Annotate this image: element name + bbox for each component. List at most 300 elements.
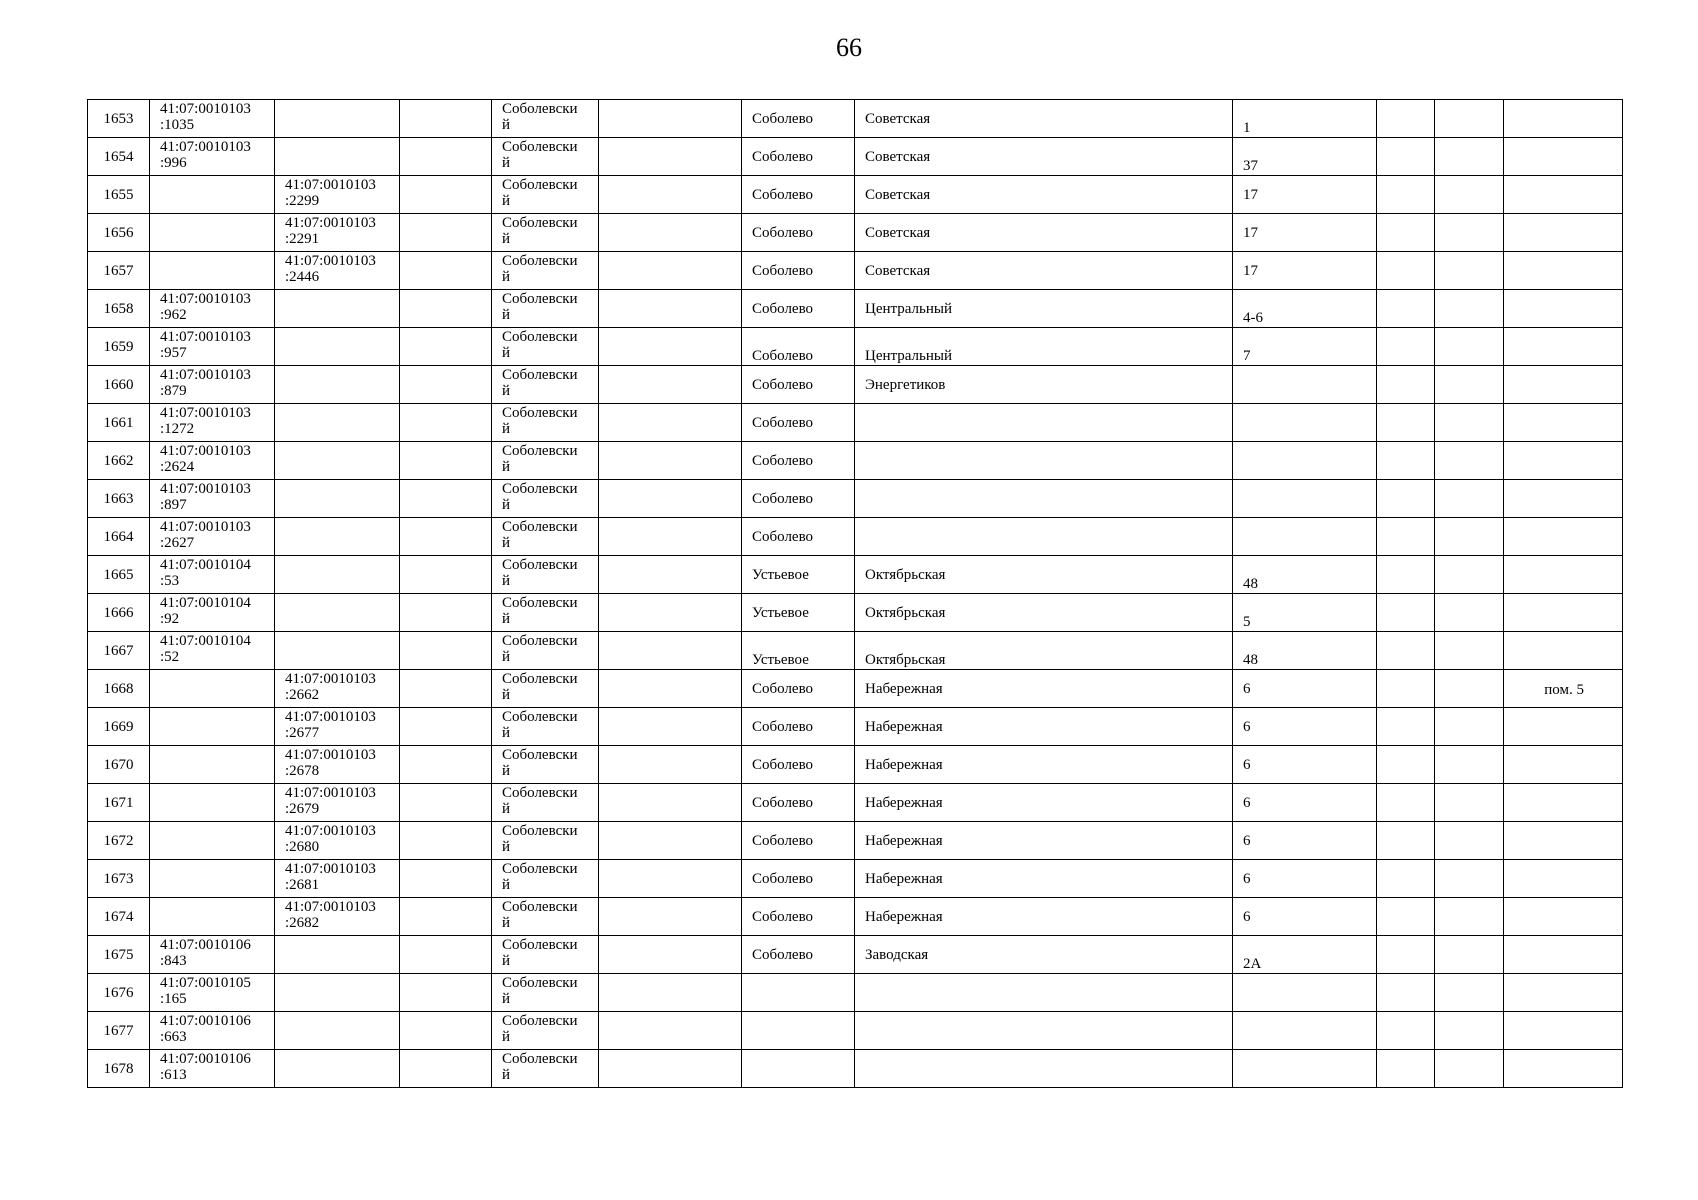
building-cadastral-number-cell xyxy=(275,936,400,974)
cadastral-number-cell: 41:07:0010103 :962 xyxy=(150,290,275,328)
cadastral-number-cell: 41:07:0010104 :92 xyxy=(150,594,275,632)
room-note-cell xyxy=(1504,518,1623,556)
cadastral-number-cell: 41:07:0010103 :1272 xyxy=(150,404,275,442)
room-note-cell xyxy=(1504,252,1623,290)
row-number-cell: 1671 xyxy=(88,784,150,822)
empty-cell xyxy=(1435,1012,1504,1050)
locality-cell: Соболево xyxy=(742,708,855,746)
table-row xyxy=(88,670,1623,708)
district-cell: Соболевски й xyxy=(492,290,599,328)
empty-cell xyxy=(1377,518,1435,556)
row-number-cell: 1666 xyxy=(88,594,150,632)
house-cell xyxy=(1233,404,1377,442)
building-cadastral-number-cell: 41:07:0010103 :2446 xyxy=(275,252,400,290)
building-cadastral-number-cell xyxy=(275,1012,400,1050)
house-cell xyxy=(1233,518,1377,556)
street-cell: Заводская xyxy=(855,936,1233,974)
table-row xyxy=(88,480,1623,518)
locality-cell: Соболево xyxy=(742,898,855,936)
cadastral-number-cell xyxy=(150,176,275,214)
house-cell: 6 xyxy=(1233,784,1377,822)
row-number-cell: 1667 xyxy=(88,632,150,670)
street-cell: Советская xyxy=(855,138,1233,176)
empty-cell xyxy=(599,518,742,556)
row-number-cell: 1660 xyxy=(88,366,150,404)
row-number-cell: 1669 xyxy=(88,708,150,746)
empty-cell xyxy=(1377,214,1435,252)
table-row xyxy=(88,328,1623,366)
district-cell: Соболевски й xyxy=(492,366,599,404)
locality-cell: Соболево xyxy=(742,138,855,176)
row-number-cell: 1661 xyxy=(88,404,150,442)
empty-cell xyxy=(599,632,742,670)
cadastral-number-cell xyxy=(150,708,275,746)
street-cell: Набережная xyxy=(855,670,1233,708)
street-cell: Советская xyxy=(855,100,1233,138)
district-cell: Соболевски й xyxy=(492,898,599,936)
street-cell xyxy=(855,1012,1233,1050)
building-cadastral-number-cell: 41:07:0010103 :2680 xyxy=(275,822,400,860)
empty-cell xyxy=(1377,100,1435,138)
building-cadastral-number-cell: 41:07:0010103 :2677 xyxy=(275,708,400,746)
district-cell: Соболевски й xyxy=(492,594,599,632)
empty-cell xyxy=(1435,442,1504,480)
empty-cell xyxy=(1377,556,1435,594)
house-cell: 4-6 xyxy=(1233,290,1377,328)
cadastral-number-cell: 41:07:0010105 :165 xyxy=(150,974,275,1012)
empty-cell xyxy=(400,100,492,138)
room-note-cell xyxy=(1504,1050,1623,1088)
empty-cell xyxy=(1377,138,1435,176)
empty-cell xyxy=(599,708,742,746)
table-row xyxy=(88,898,1623,936)
locality-cell: Соболево xyxy=(742,328,855,366)
empty-cell xyxy=(1435,974,1504,1012)
room-note-cell xyxy=(1504,176,1623,214)
empty-cell xyxy=(599,784,742,822)
empty-cell xyxy=(599,366,742,404)
house-cell xyxy=(1233,1012,1377,1050)
building-cadastral-number-cell xyxy=(275,100,400,138)
district-cell: Соболевски й xyxy=(492,328,599,366)
house-cell: 6 xyxy=(1233,822,1377,860)
street-cell: Набережная xyxy=(855,746,1233,784)
row-number-cell: 1653 xyxy=(88,100,150,138)
table-row xyxy=(88,176,1623,214)
row-number-cell: 1658 xyxy=(88,290,150,328)
district-cell: Соболевски й xyxy=(492,214,599,252)
district-cell: Соболевски й xyxy=(492,480,599,518)
table-row xyxy=(88,404,1623,442)
house-cell: 37 xyxy=(1233,138,1377,176)
locality-cell: Соболево xyxy=(742,860,855,898)
cadastral-number-cell xyxy=(150,822,275,860)
empty-cell xyxy=(400,518,492,556)
row-number-cell: 1657 xyxy=(88,252,150,290)
empty-cell xyxy=(1377,670,1435,708)
row-number-cell: 1662 xyxy=(88,442,150,480)
empty-cell xyxy=(599,822,742,860)
empty-cell xyxy=(400,138,492,176)
house-cell: 6 xyxy=(1233,860,1377,898)
empty-cell xyxy=(1377,822,1435,860)
table-row xyxy=(88,214,1623,252)
street-cell xyxy=(855,518,1233,556)
empty-cell xyxy=(1377,1050,1435,1088)
table-row xyxy=(88,518,1623,556)
building-cadastral-number-cell xyxy=(275,1050,400,1088)
cadastral-number-cell xyxy=(150,860,275,898)
cadastral-number-cell xyxy=(150,784,275,822)
empty-cell xyxy=(1435,518,1504,556)
street-cell: Советская xyxy=(855,176,1233,214)
empty-cell xyxy=(599,860,742,898)
locality-cell: Соболево xyxy=(742,670,855,708)
district-cell: Соболевски й xyxy=(492,708,599,746)
district-cell: Соболевски й xyxy=(492,936,599,974)
building-cadastral-number-cell xyxy=(275,138,400,176)
district-cell: Соболевски й xyxy=(492,100,599,138)
district-cell: Соболевски й xyxy=(492,176,599,214)
district-cell: Соболевски й xyxy=(492,860,599,898)
empty-cell xyxy=(599,556,742,594)
row-number-cell: 1663 xyxy=(88,480,150,518)
house-cell: 6 xyxy=(1233,708,1377,746)
room-note-cell xyxy=(1504,366,1623,404)
empty-cell xyxy=(400,936,492,974)
empty-cell xyxy=(400,328,492,366)
table-row xyxy=(88,138,1623,176)
row-number-cell: 1674 xyxy=(88,898,150,936)
empty-cell xyxy=(1435,214,1504,252)
table-row xyxy=(88,708,1623,746)
empty-cell xyxy=(1377,290,1435,328)
locality-cell: Соболево xyxy=(742,366,855,404)
room-note-cell xyxy=(1504,100,1623,138)
room-note-cell xyxy=(1504,214,1623,252)
empty-cell xyxy=(1377,404,1435,442)
district-cell: Соболевски й xyxy=(492,404,599,442)
locality-cell: Соболево xyxy=(742,822,855,860)
street-cell: Набережная xyxy=(855,860,1233,898)
house-cell: 48 xyxy=(1233,556,1377,594)
empty-cell xyxy=(1377,746,1435,784)
row-number-cell: 1655 xyxy=(88,176,150,214)
table-row xyxy=(88,594,1623,632)
table-row xyxy=(88,556,1623,594)
room-note-cell xyxy=(1504,1012,1623,1050)
district-cell: Соболевски й xyxy=(492,1012,599,1050)
table-row xyxy=(88,1012,1623,1050)
locality-cell: Соболево xyxy=(742,480,855,518)
empty-cell xyxy=(599,594,742,632)
room-note-cell xyxy=(1504,556,1623,594)
district-cell: Соболевски й xyxy=(492,138,599,176)
room-note-cell: пом. 5 xyxy=(1504,670,1623,708)
building-cadastral-number-cell xyxy=(275,480,400,518)
street-cell: Октябрьская xyxy=(855,556,1233,594)
building-cadastral-number-cell: 41:07:0010103 :2681 xyxy=(275,860,400,898)
empty-cell xyxy=(400,974,492,1012)
building-cadastral-number-cell xyxy=(275,366,400,404)
empty-cell xyxy=(1377,974,1435,1012)
house-cell: 48 xyxy=(1233,632,1377,670)
district-cell: Соболевски й xyxy=(492,746,599,784)
cadastral-number-cell: 41:07:0010103 :957 xyxy=(150,328,275,366)
locality-cell: Соболево xyxy=(742,100,855,138)
room-note-cell xyxy=(1504,784,1623,822)
empty-cell xyxy=(1377,252,1435,290)
cadastral-number-cell: 41:07:0010103 :1035 xyxy=(150,100,275,138)
house-cell xyxy=(1233,442,1377,480)
row-number-cell: 1677 xyxy=(88,1012,150,1050)
empty-cell xyxy=(400,366,492,404)
house-cell: 6 xyxy=(1233,746,1377,784)
locality-cell: Соболево xyxy=(742,214,855,252)
house-cell xyxy=(1233,366,1377,404)
empty-cell xyxy=(1377,442,1435,480)
locality-cell: Соболево xyxy=(742,176,855,214)
row-number-cell: 1672 xyxy=(88,822,150,860)
house-cell: 1 xyxy=(1233,100,1377,138)
empty-cell xyxy=(1435,898,1504,936)
street-cell: Энергетиков xyxy=(855,366,1233,404)
empty-cell xyxy=(599,974,742,1012)
locality-cell: Соболево xyxy=(742,784,855,822)
empty-cell xyxy=(599,290,742,328)
empty-cell xyxy=(1435,632,1504,670)
row-number-cell: 1656 xyxy=(88,214,150,252)
house-cell: 5 xyxy=(1233,594,1377,632)
district-cell: Соболевски й xyxy=(492,974,599,1012)
row-number-cell: 1676 xyxy=(88,974,150,1012)
building-cadastral-number-cell xyxy=(275,404,400,442)
building-cadastral-number-cell: 41:07:0010103 :2291 xyxy=(275,214,400,252)
house-cell: 6 xyxy=(1233,670,1377,708)
locality-cell: Соболево xyxy=(742,252,855,290)
empty-cell xyxy=(599,670,742,708)
empty-cell xyxy=(400,670,492,708)
street-cell xyxy=(855,1050,1233,1088)
street-cell: Центральный xyxy=(855,328,1233,366)
district-cell: Соболевски й xyxy=(492,1050,599,1088)
empty-cell xyxy=(400,784,492,822)
room-note-cell xyxy=(1504,860,1623,898)
district-cell: Соболевски й xyxy=(492,784,599,822)
empty-cell xyxy=(599,252,742,290)
locality-cell xyxy=(742,974,855,1012)
street-cell: Центральный xyxy=(855,290,1233,328)
street-cell xyxy=(855,404,1233,442)
building-cadastral-number-cell: 41:07:0010103 :2682 xyxy=(275,898,400,936)
empty-cell xyxy=(400,404,492,442)
cadastral-number-cell xyxy=(150,898,275,936)
room-note-cell xyxy=(1504,632,1623,670)
street-cell: Набережная xyxy=(855,898,1233,936)
cadastral-number-cell xyxy=(150,214,275,252)
cadastral-number-cell: 41:07:0010104 :52 xyxy=(150,632,275,670)
empty-cell xyxy=(1435,328,1504,366)
cadastral-number-cell: 41:07:0010103 :897 xyxy=(150,480,275,518)
empty-cell xyxy=(1377,936,1435,974)
building-cadastral-number-cell xyxy=(275,632,400,670)
room-note-cell xyxy=(1504,328,1623,366)
locality-cell: Соболево xyxy=(742,290,855,328)
building-cadastral-number-cell: 41:07:0010103 :2299 xyxy=(275,176,400,214)
empty-cell xyxy=(1435,176,1504,214)
house-cell: 6 xyxy=(1233,898,1377,936)
row-number-cell: 1670 xyxy=(88,746,150,784)
house-cell: 17 xyxy=(1233,214,1377,252)
empty-cell xyxy=(1435,594,1504,632)
street-cell: Октябрьская xyxy=(855,632,1233,670)
room-note-cell xyxy=(1504,138,1623,176)
row-number-cell: 1659 xyxy=(88,328,150,366)
row-number-cell: 1654 xyxy=(88,138,150,176)
empty-cell xyxy=(599,898,742,936)
district-cell: Соболевски й xyxy=(492,442,599,480)
empty-cell xyxy=(1377,1012,1435,1050)
table-row xyxy=(88,252,1623,290)
empty-cell xyxy=(1435,822,1504,860)
building-cadastral-number-cell xyxy=(275,594,400,632)
building-cadastral-number-cell xyxy=(275,290,400,328)
house-cell: 2А xyxy=(1233,936,1377,974)
empty-cell xyxy=(400,556,492,594)
empty-cell xyxy=(1435,366,1504,404)
empty-cell xyxy=(599,936,742,974)
empty-cell xyxy=(1435,100,1504,138)
registry-table xyxy=(87,99,1623,1088)
building-cadastral-number-cell xyxy=(275,328,400,366)
locality-cell: Устьевое xyxy=(742,556,855,594)
district-cell: Соболевски й xyxy=(492,632,599,670)
house-cell xyxy=(1233,1050,1377,1088)
empty-cell xyxy=(400,176,492,214)
cadastral-number-cell: 41:07:0010106 :613 xyxy=(150,1050,275,1088)
empty-cell xyxy=(400,214,492,252)
room-note-cell xyxy=(1504,594,1623,632)
cadastral-number-cell: 41:07:0010103 :996 xyxy=(150,138,275,176)
building-cadastral-number-cell xyxy=(275,442,400,480)
cadastral-number-cell: 41:07:0010104 :53 xyxy=(150,556,275,594)
room-note-cell xyxy=(1504,822,1623,860)
cadastral-number-cell: 41:07:0010103 :2624 xyxy=(150,442,275,480)
empty-cell xyxy=(400,1050,492,1088)
cadastral-number-cell: 41:07:0010106 :843 xyxy=(150,936,275,974)
street-cell: Набережная xyxy=(855,822,1233,860)
street-cell xyxy=(855,974,1233,1012)
cadastral-number-cell: 41:07:0010103 :879 xyxy=(150,366,275,404)
street-cell: Советская xyxy=(855,252,1233,290)
locality-cell: Соболево xyxy=(742,442,855,480)
house-cell: 17 xyxy=(1233,252,1377,290)
house-cell: 7 xyxy=(1233,328,1377,366)
empty-cell xyxy=(599,480,742,518)
empty-cell xyxy=(400,594,492,632)
empty-cell xyxy=(400,860,492,898)
table-row xyxy=(88,290,1623,328)
locality-cell xyxy=(742,1050,855,1088)
empty-cell xyxy=(1435,670,1504,708)
cadastral-number-cell xyxy=(150,670,275,708)
empty-cell xyxy=(400,822,492,860)
table-row xyxy=(88,936,1623,974)
table-row xyxy=(88,784,1623,822)
district-cell: Соболевски й xyxy=(492,252,599,290)
house-cell: 17 xyxy=(1233,176,1377,214)
street-cell: Советская xyxy=(855,214,1233,252)
district-cell: Соболевски й xyxy=(492,518,599,556)
table-row xyxy=(88,366,1623,404)
empty-cell xyxy=(400,746,492,784)
room-note-cell xyxy=(1504,404,1623,442)
room-note-cell xyxy=(1504,480,1623,518)
room-note-cell xyxy=(1504,442,1623,480)
table-row xyxy=(88,746,1623,784)
street-cell: Набережная xyxy=(855,784,1233,822)
empty-cell xyxy=(1435,708,1504,746)
empty-cell xyxy=(400,290,492,328)
locality-cell xyxy=(742,1012,855,1050)
empty-cell xyxy=(599,746,742,784)
locality-cell: Соболево xyxy=(742,746,855,784)
room-note-cell xyxy=(1504,708,1623,746)
page-number: 66 xyxy=(836,33,862,62)
empty-cell xyxy=(1377,898,1435,936)
empty-cell xyxy=(1435,556,1504,594)
cadastral-number-cell xyxy=(150,252,275,290)
house-cell xyxy=(1233,974,1377,1012)
locality-cell: Соболево xyxy=(742,404,855,442)
district-cell: Соболевски й xyxy=(492,670,599,708)
empty-cell xyxy=(599,1012,742,1050)
cadastral-number-cell: 41:07:0010103 :2627 xyxy=(150,518,275,556)
building-cadastral-number-cell xyxy=(275,556,400,594)
empty-cell xyxy=(400,480,492,518)
room-note-cell xyxy=(1504,936,1623,974)
empty-cell xyxy=(400,898,492,936)
empty-cell xyxy=(400,632,492,670)
empty-cell xyxy=(599,176,742,214)
empty-cell xyxy=(1377,594,1435,632)
building-cadastral-number-cell xyxy=(275,974,400,1012)
district-cell: Соболевски й xyxy=(492,556,599,594)
building-cadastral-number-cell: 41:07:0010103 :2678 xyxy=(275,746,400,784)
room-note-cell xyxy=(1504,974,1623,1012)
table-row xyxy=(88,974,1623,1012)
empty-cell xyxy=(400,708,492,746)
table-row xyxy=(88,860,1623,898)
empty-cell xyxy=(1435,784,1504,822)
empty-cell xyxy=(599,328,742,366)
empty-cell xyxy=(1435,290,1504,328)
row-number-cell: 1665 xyxy=(88,556,150,594)
room-note-cell xyxy=(1504,898,1623,936)
empty-cell xyxy=(1435,860,1504,898)
cadastral-number-cell: 41:07:0010106 :663 xyxy=(150,1012,275,1050)
empty-cell xyxy=(1435,1050,1504,1088)
empty-cell xyxy=(1377,480,1435,518)
table-row xyxy=(88,442,1623,480)
empty-cell xyxy=(1377,632,1435,670)
empty-cell xyxy=(1435,480,1504,518)
row-number-cell: 1673 xyxy=(88,860,150,898)
room-note-cell xyxy=(1504,746,1623,784)
empty-cell xyxy=(1377,860,1435,898)
row-number-cell: 1678 xyxy=(88,1050,150,1088)
building-cadastral-number-cell xyxy=(275,518,400,556)
